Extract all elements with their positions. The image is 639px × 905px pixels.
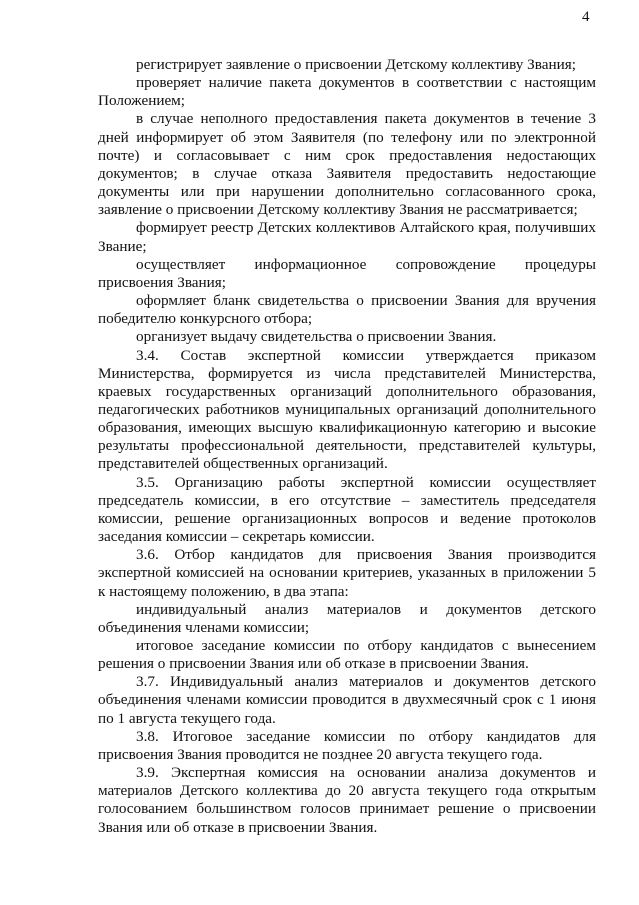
document-body <box>98 56 596 837</box>
paragraph-certificate-issue: организует выдачу свидетельства о присвоении Звания. <box>136 328 497 346</box>
paragraph-incomplete-package: в случае неполного предоставления пакета документов в течение 3 дней информирует об этом Заявителя (по телефону или по электронной почте) и согласовывает с ним срок предоставления недостающих документов; в случае отказа Заявителя предоставить недостающие документы или при нарушении дополнительно согласованного срока, заявление о присвоении Детскому коллективу Звания не рассматривается; <box>98 110 596 219</box>
paragraph-3-8: 3.8. Итоговое заседание комиссии по отбору кандидатов для присвоения Звания проводится не позднее 20 августа текущего года. <box>98 727 596 763</box>
paragraph-form-registry: формирует реестр Детских коллективов Алтайского края, получивших Звание; <box>98 219 596 255</box>
page-number: 4 <box>582 9 590 25</box>
paragraph-certificate-form: оформляет бланк свидетельства о присвоении Звания для вручения победителю конкурсного отбора; <box>98 292 596 328</box>
paragraph-3-7: 3.7. Индивидуальный анализ материалов и документов детского объединения членами комиссии проводится в двухмесячный срок с 1 июня по 1 августа текущего года. <box>98 673 596 727</box>
paragraph-3-9: 3.9. Экспертная комиссия на основании анализа документов и материалов Детского коллектива до 20 августа текущего года открытым голосованием большинством голосов принимает решение о присвоении Звания или об отказе в присвоении Звания. <box>98 764 596 836</box>
paragraph-3-5: 3.5. Организацию работы экспертной комиссии осуществляет председатель комиссии, в его отсутствие – заместитель председателя комиссии, решение организационных вопросов и ведение протоколов заседания комиссии – секретарь комиссии. <box>98 473 596 546</box>
paragraph-3-4: 3.4. Состав экспертной комиссии утверждается приказом Министерства, формируется из числа представителей Министерства, краевых государственных организаций дополнительного образования, педагогических работников муниципальных организаций дополнительного образования, имеющих высшую квалификационную категорию и высокие результаты профессиональной деятельности, представителей культуры, представителей общественных организаций. <box>98 346 596 473</box>
paragraph-stage-final-meeting: итоговое заседание комиссии по отбору кандидатов с вынесением решения о присвоении Звания или об отказе в присвоении Звания. <box>98 637 596 673</box>
paragraph-register-application: регистрирует заявление о присвоении Детскому коллективу Звания; <box>136 56 576 73</box>
paragraph-information-support: осуществляет информационное сопровождение процедуры присвоения Звания; <box>98 255 596 291</box>
paragraph-3-6: 3.6. Отбор кандидатов для присвоения Звания производится экспертной комиссией на основании критериев, указанных в приложении 5 к настоящему положению, в два этапа: <box>98 546 596 600</box>
paragraph-check-documents: проверяет наличие пакета документов в соответствии с настоящим Положением; <box>98 74 596 110</box>
paragraph-stage-individual-analysis: индивидуальный анализ материалов и документов детского объединения членами комиссии; <box>98 600 596 636</box>
